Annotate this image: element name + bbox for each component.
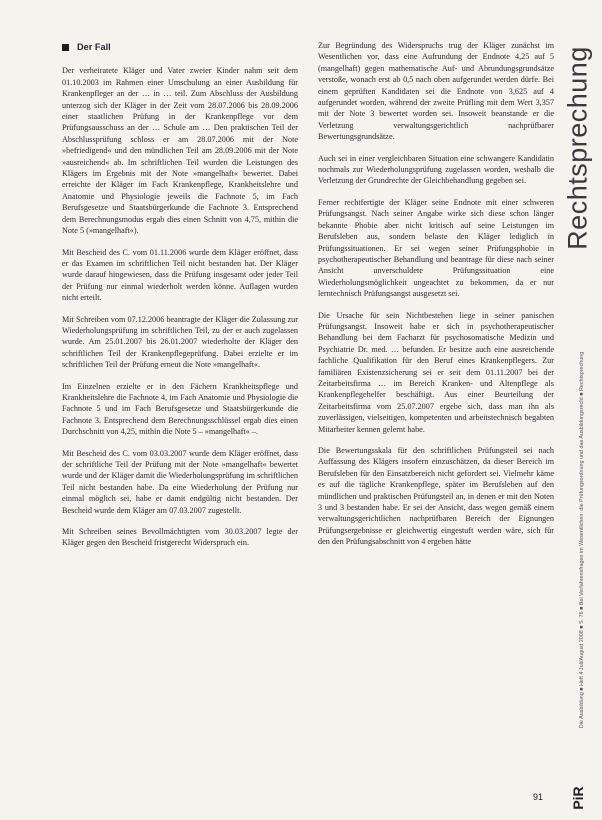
section-title-vertical (560, 38, 596, 258)
paragraph: Mit Schreiben vom 07.12.2006 beantragte der Kläger die Zulassung zur Wiederholungsprüfung im schriftlichen Teil, zu der er auch zugelassen wurde. Am 25.01.2007 bis 26.01.2007 wiederholte der Kläger den schriftlichen Teil der Krankenpflegeprüfung. Dabei erzielte er im schriftlichen Teil der Prüfung erneut die Note »mangelhaft«. (62, 314, 298, 370)
paragraph: Im Einzelnen erzielte er in den Fächern Krankheitspflege und Krankheitslehre die Fachnote 4, im Fach Anatomie und Physiologie die Fachnote 5 und im Fach Berufsgesetze und Staatsbürgerkunde die Fachnote 3. Entsprechend dem Berechnungsschlüssel ergab dies einen Durchschnitt von 4,25, mithin die Note 5 – »mangelhaft« –. (62, 381, 298, 437)
left-column (62, 40, 298, 559)
paragraph: Mit Bescheid des C. vom 01.11.2006 wurde dem Kläger eröffnet, dass er das Examen im schriftlichen Teil nicht bestanden hat. Der Kläger wurde darauf hingewiesen, dass die Prüfung insgesamt oder jeder Teil der Prüfung nur einmal wiederholt werden könne. Auflagen wurden nicht erteilt. (62, 247, 298, 303)
journal-logo (566, 786, 590, 810)
journal-source-line (576, 280, 588, 800)
paragraph: Zur Begründung des Widerspruchs trug der Kläger zunächst im Wesentlichen vor, dass eine Aufrundung der Endnote 4,25 auf 5 (mangelhaft) gegen mathematische Auf- und Abrundungsgrundsätze verstoße, wonach erst ab 0,5 nach oben aufgerundet werden dürfe. Bei einem geprüften Kandidaten sei die Endnote von 3,625 auf 4 aufgerundet worden, während der zweite Prüfling mit dem Wert 3,357 mit der Note 3 bewertet worden sei. Insoweit beanstande er die Verletzung verwaltungsgerichtlich nachprüfbarer Bewertungsgrundsätze. (318, 41, 554, 142)
journal-logo-text: PiR (570, 786, 586, 810)
paragraph: Mit Schreiben seines Bevollmächtigten vom 30.03.2007 legte der Kläger gegen den Bescheid fristgerecht Widerspruch ein. (62, 527, 298, 548)
journal-source-text: Die Ausbildung ■ Heft 4 Juli/August 2008 ■ S. 76 ■ Bei Verfahrensfragen im Wesentlichen: die Prüfungsordnung und das Ausbildungsrecht ■ Rechtsprechung (579, 351, 585, 729)
paragraph: Mit Bescheid des C. vom 03.03.2007 wurde dem Kläger eröffnet, dass der schriftliche Teil der Prüfung mit der Note »mangelhaft« bewertet wurde und der Kläger damit die Wiederholungsprüfung im schriftlichen Teil nicht bestanden habe. Da eine Wiederholung der Prüfung nur einmal möglich sei, habe er damit endgültig nicht bestanden. Der Bescheid wurde dem Kläger am 07.03.2007 zugestellt. (62, 448, 298, 515)
section-title-text: Rechtsprechung (562, 46, 593, 250)
paragraph: Ferner rechtfertigte der Kläger seine Endnote mit einer schweren Prüfungsangst. Nach seiner Angabe wirke sich diese schon länger bekannte Phobie aber nicht kritisch auf seine Leistungen im Berufsleben aus, sondern belaste den Kläger lediglich in Prüfungssituationen. Er sei wegen seiner Prüfungsphobie in psychotherapeutischer Behandlung und beantrage für diese nach seiner Ansicht unverschuldete Prüfungssituation eine Wiederholungsmöglichkeit ungeachtet zu bekommen, da er nur lerntechnisch Prüfungsangst ausgesetzt sei. (318, 197, 554, 299)
paragraph: Die Bewertungsskala für den schriftlichen Prüfungsteil sei nach Auffassung des Klägers insofern einzuschätzen, da dieser Bereich im Berufsleben für den Einsatzbereich nicht gefordert sei. Vielmehr käme es auf die tägliche Krankenpflege, später im Berufsleben auf den mündlichen und praktischen Prüfungsteil an, in denen er mit den Noten 3 und 3 bestanden habe. Er sei der Ansicht, dass wegen gemäß einem verwaltungsgerichtlichen nachprüfbaren Bereich der Eignungen Prüfungsergebnisse er gleichwertig eingestuft werden wäre, sich für den den Prüfungsabschnitt von 4 ergeben hätte (318, 446, 554, 547)
paragraph: Die Ursache für sein Nichtbestehen liege in seiner panischen Prüfungsangst. Insoweit habe er sich in psychotherapeutischer Behandlung bei dem Facharzt für psychosomatische Medizin und Psychiatrie Dr. med. … befunden. Er besitze auch eine ausreichende fachliche Qualifikation für den Beruf eines Krankenpflegers. Zur familiären Existenzsicherung sei er seit dem 01.11.2007 bei der Zeitarbeitsfirma … im Bereich Kranken- und Altenpflege als Krankenpflegehelfer beschäftigt. Aus einer Beurteilung der Zeitarbeitsfirma vom 25.07.2007 ergebe sich, dass man ihn als zuverlässigen, vielseitigen, kompetenten und arbeitstechnisch begabten Mitarbeiter kennen gelernt habe. (318, 310, 554, 434)
paragraph: Der verheiratete Kläger und Vater zweier Kinder nahm seit dem 01.10.2003 im Rahmen einer Umschulung an einer Ausbildung für Krankenpfleger an der … in … teil. Zum Abschluss der Ausbildung unterzog sich der Kläger in der Zeit vom 28.07.2006 bis 28.09.2006 einer staatlichen Prüfung in der Krankenpflege vor dem Prüfungsausschuss an der … Schule am … Den praktischen Teil der Abschlussprüfung schloss er am 28.07.2006 mit der Note »befriedigend« und den mündlichen Teil am 28.09.2006 mit der Note »ausreichend« ab. Im schriftlichen Teil wurden die Leistungen des Klägers im Ergebnis mit der Note »mangelhaft« bewertet. Dabei erreichte der Kläger im Fach Krankenpflege, Krankheitslehre und Anatomie und Physiologie jeweils die Fachnote 5, im Fach Berufsgesetze und Staatsbürgerkunde die Fachnote 3. Entsprechend dem Berechnungsmodus ergab dies einen Schnitt von 4,75, mithin die Note 5 (»mangelhaft«). (62, 66, 298, 236)
right-column (318, 40, 554, 558)
paragraph: Auch sei in einer vergleichbaren Situation eine schwangere Kandidatin nochmals zur Wiederholungsprüfung zugelassen worden, weshalb die Verletzung der Grundrechte der Gleichbehandlung gegeben sei. (318, 153, 554, 186)
page-number: 91 (533, 792, 544, 802)
square-bullet-icon (62, 44, 69, 51)
section-heading-text: Der Fall (77, 42, 111, 52)
section-heading (62, 42, 298, 53)
